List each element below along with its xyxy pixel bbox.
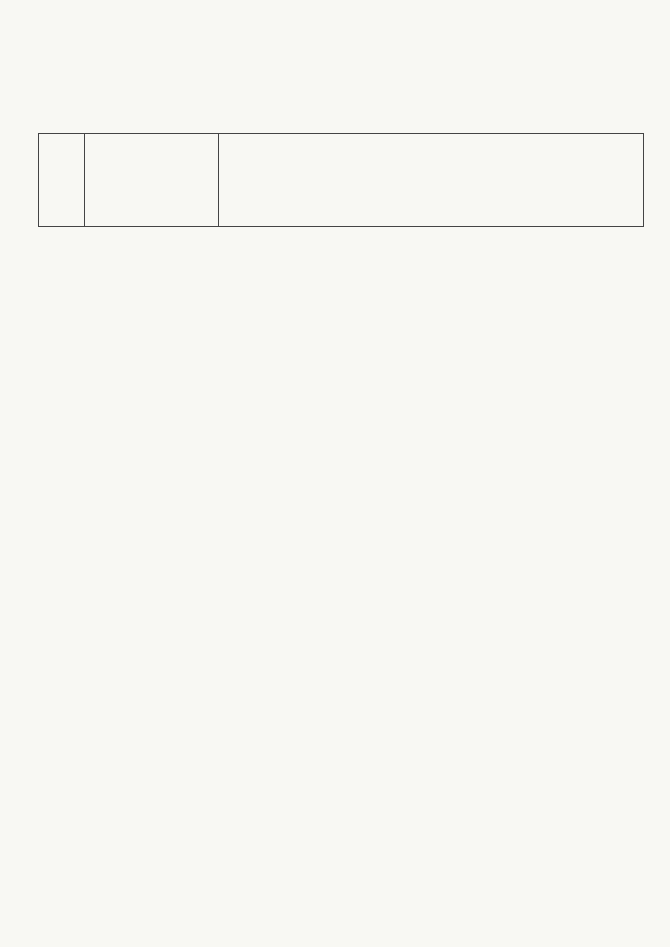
- col-number-header: [39, 134, 85, 226]
- col-subject-header: [86, 134, 219, 226]
- table-header: [38, 133, 644, 227]
